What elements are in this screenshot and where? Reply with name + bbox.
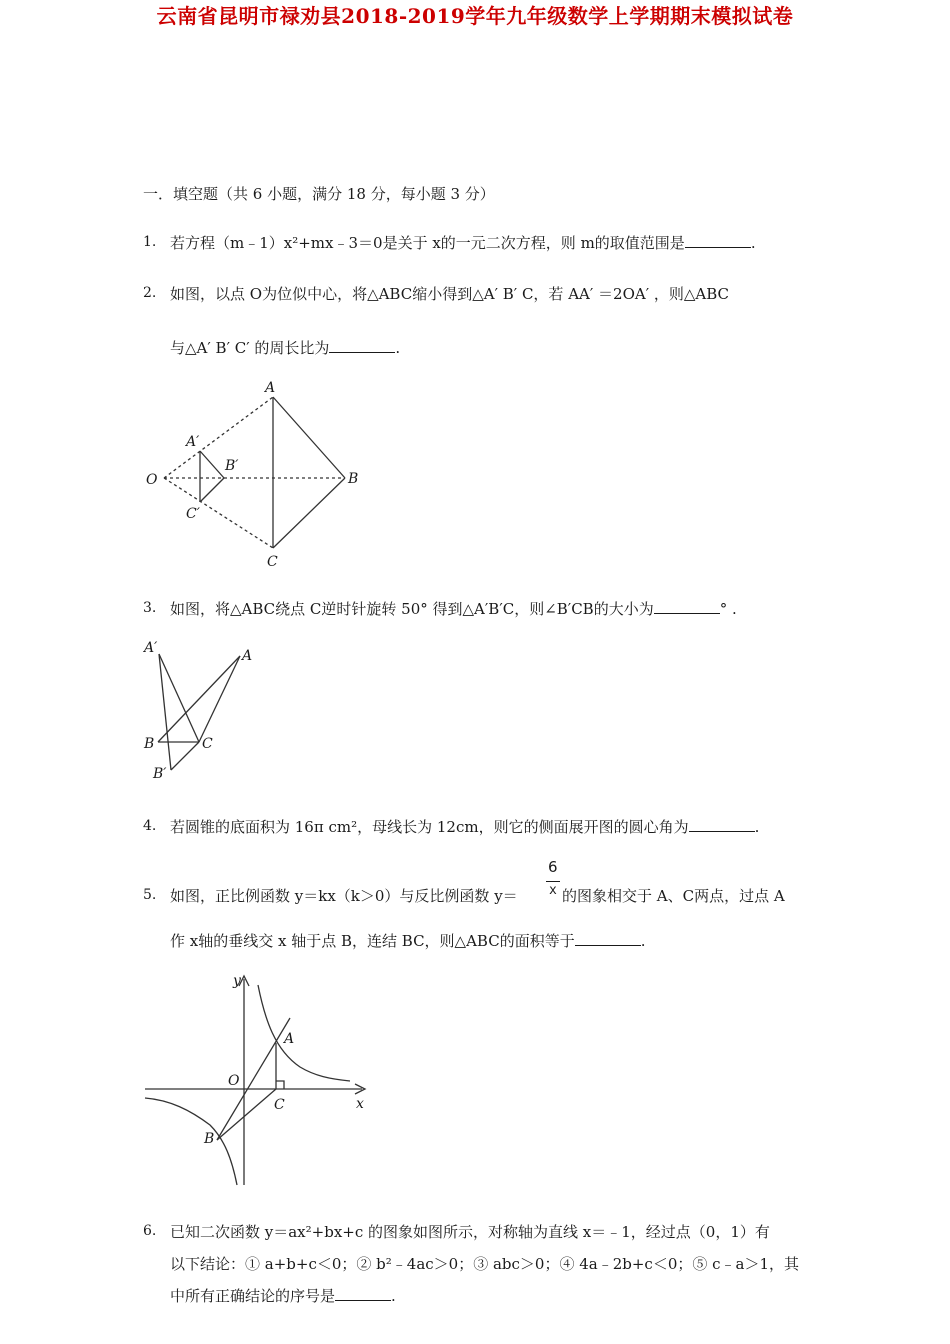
question-end: . (750, 234, 756, 252)
label-B-prime: B′ (153, 766, 167, 782)
question-number: 1. (143, 234, 157, 250)
label-C: C (267, 554, 278, 570)
question-5-line-1a: 如图，正比例函数 y＝kx（k＞0）与反比例函数 y＝ (170, 887, 518, 905)
label-B: B (348, 471, 359, 487)
answer-blank (335, 1288, 391, 1301)
label-C: C (274, 1097, 285, 1113)
question-number: 3. (143, 600, 157, 616)
question-number: 5. (143, 887, 157, 903)
question-end: ° . (719, 600, 737, 618)
label-C-prime: C′ (186, 506, 200, 522)
section-heading: 一．填空题（共 6 小题，满分 18 分，每小题 3 分） (143, 185, 495, 203)
label-A: A (242, 648, 253, 664)
question-text: 中所有正确结论的序号是 (170, 1287, 336, 1305)
label-A-prime: A′ (186, 434, 200, 450)
label-B-prime: B′ (225, 458, 239, 474)
question-text: 与△A′ B′ C′ 的周长比为 (170, 339, 330, 357)
page-title: 云南省昆明市禄劝县2018-2019学年九年级数学上学期期末模拟试卷 (156, 4, 794, 28)
label-A-prime: A′ (144, 640, 158, 656)
question-2-line-1: 如图，以点 O为位似中心，将△ABC缩小得到△A′ B′ C，若 AA′ ＝2OA′ ，则△ABC (170, 285, 730, 303)
label-C: C (202, 736, 213, 752)
question-number: 2. (143, 285, 157, 301)
question-number: 6. (143, 1223, 157, 1239)
label-O: O (228, 1073, 240, 1089)
question-text: 作 x轴的垂线交 x 轴于点 B，连结 BC，则△ABC的面积等于 (170, 932, 575, 950)
question-6-line-3 (170, 1285, 396, 1306)
question-end: . (391, 1287, 396, 1305)
question-text: 如图，将△ABC绕点 C逆时针旋转 50° 得到△A′B′C，则∠B′CB的大小为 (170, 600, 654, 618)
label-x: x (356, 1096, 364, 1112)
label-O: O (146, 472, 158, 488)
fraction-denominator: x (549, 883, 557, 898)
question-end: . (395, 339, 401, 357)
question-text: 若方程（m﹣1）x²+mx﹣3＝0是关于 x的一元二次方程，则 m的取值范围是 (170, 234, 685, 252)
label-A: A (265, 380, 276, 396)
label-B: B (144, 736, 155, 752)
question-number: 4. (143, 818, 157, 834)
label-y: y (233, 973, 241, 989)
question-6-line-1: 已知二次函数 y＝ax²+bx+c 的图象如图所示，对称轴为直线 x＝﹣1，经过点（0，1）有 (170, 1223, 770, 1241)
question-end: . (754, 818, 760, 836)
fraction-numerator: 6 (548, 858, 558, 876)
question-5-line-1b: 的图象相交于 A、C两点，过点 A (562, 887, 785, 905)
question-6-line-2: 以下结论：① a+b+c＜0；② b²﹣4ac＞0；③ abc＞0；④ 4a﹣2b+c＜0；⑤ c﹣a＞1，其 (170, 1255, 800, 1273)
label-B: B (204, 1131, 215, 1147)
label-A: A (284, 1031, 295, 1047)
question-end: . (640, 932, 646, 950)
question-text: 若圆锥的底面积为 16π cm²，母线长为 12cm，则它的侧面展开图的圆心角为 (170, 818, 689, 836)
